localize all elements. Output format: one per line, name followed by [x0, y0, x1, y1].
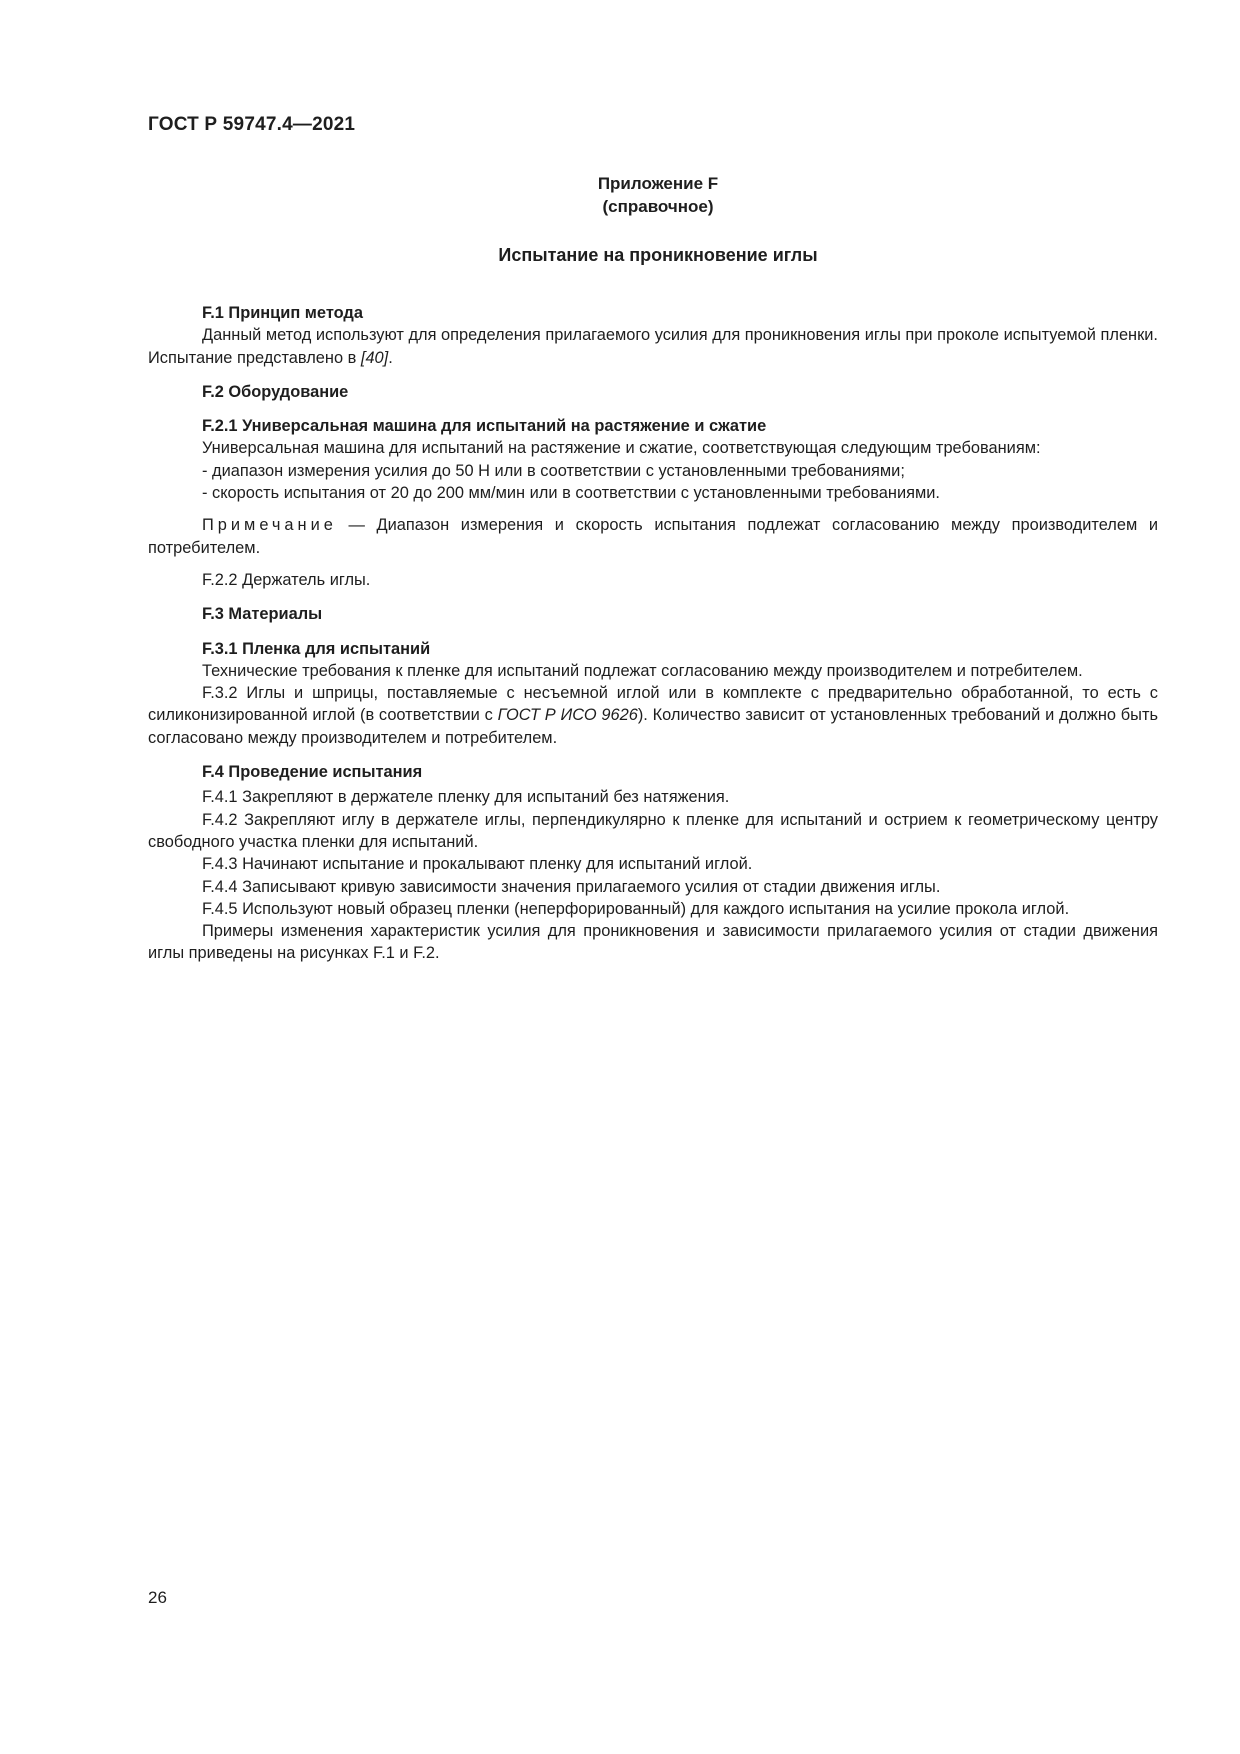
section-f41: F.4.1 Закрепляют в держателе пленку для испытаний без натяжения. — [202, 788, 730, 807]
section-f3-heading: F.3 Материалы — [202, 605, 323, 624]
section-f32-text: F.3.2 Иглы и шприцы, поставляемые с несъемной иглой или в комплекте с предварительно обработанной, то есть с силиконизированной иглой (в соответствии с — [148, 684, 1158, 725]
note-label: Примечание — [202, 516, 337, 535]
section-f4-heading: F.4 Проведение испытания — [202, 763, 423, 782]
section-f1-text — [148, 324, 1158, 369]
list-item: - скорость испытания от 20 до 200 мм/мин или в соответствии с установленными требованиями. — [202, 484, 940, 503]
section-f21-heading: F.2.1 Универсальная машина для испытаний на растяжение и сжатие — [202, 417, 767, 436]
section-f31-heading: F.3.1 Пленка для испытаний — [202, 639, 431, 658]
list-item: - диапазон измерения усилия до 50 Н или в соответствии с установленными требованиями; — [202, 461, 905, 480]
section-f1-text-end: . — [388, 348, 393, 367]
note — [148, 514, 1158, 559]
appendix-heading — [0, 172, 1240, 218]
standard-reference: ГОСТ Р ИСО 9626 — [497, 706, 638, 725]
page-number: 26 — [148, 1588, 167, 1607]
document-body — [148, 302, 1158, 965]
section-f31-text: Технические требования к пленке для испытаний подлежат согласованию между производителем и потребителем. — [202, 661, 1083, 680]
section-f21-text: Универсальная машина для испытаний на растяжение и сжатие, соответствующая следующим требованиям: — [202, 439, 1041, 458]
section-f1-heading: F.1 Принцип метода — [202, 304, 363, 322]
section-f1-text-part: Данный метод используют для определения прилагаемого усилия для проникновения иглы при проколе испытуемой пленки. Испытание представлено в — [148, 326, 1158, 367]
document-code: ГОСТ Р 59747.4—2021 — [148, 114, 356, 135]
examples-paragraph: Примеры изменения характеристик усилия для проникновения и зависимости прилагаемого усилия от стадии движения иглы приведены на рисунках F.1 и F.2. — [148, 922, 1158, 963]
appendix-type: (справочное) — [602, 197, 714, 216]
section-f22: F.2.2 Держатель иглы. — [202, 570, 371, 589]
section-f32-text-end: ). Количество зависит от установленных требований и должно быть согласовано между производителем и потребителем. — [148, 706, 1159, 747]
reference-40: [40] — [360, 348, 389, 367]
section-f43: F.4.3 Начинают испытание и прокалывают пленку для испытаний иглой. — [202, 855, 753, 874]
appendix-label: Приложение F — [597, 174, 719, 193]
appendix-title: Испытание на проникновение иглы — [498, 245, 818, 265]
section-f32 — [148, 682, 1158, 749]
note-text: — Диапазон измерения и скорость испытания подлежат согласованию между производителем и потребителем. — [148, 516, 1158, 557]
section-f45: F.4.5 Используют новый образец пленки (неперфорированный) для каждого испытания на усилие прокола иглой. — [202, 899, 1070, 918]
section-f42: F.4.2 Закрепляют иглу в держателе иглы, перпендикулярно к пленке для испытаний и острием к геометрическому центру свободного участка пленки для испытаний. — [148, 810, 1158, 851]
section-f2-heading: F.2 Оборудование — [202, 382, 349, 401]
section-f44: F.4.4 Записывают кривую зависимости значения прилагаемого усилия от стадии движения иглы. — [202, 877, 941, 896]
